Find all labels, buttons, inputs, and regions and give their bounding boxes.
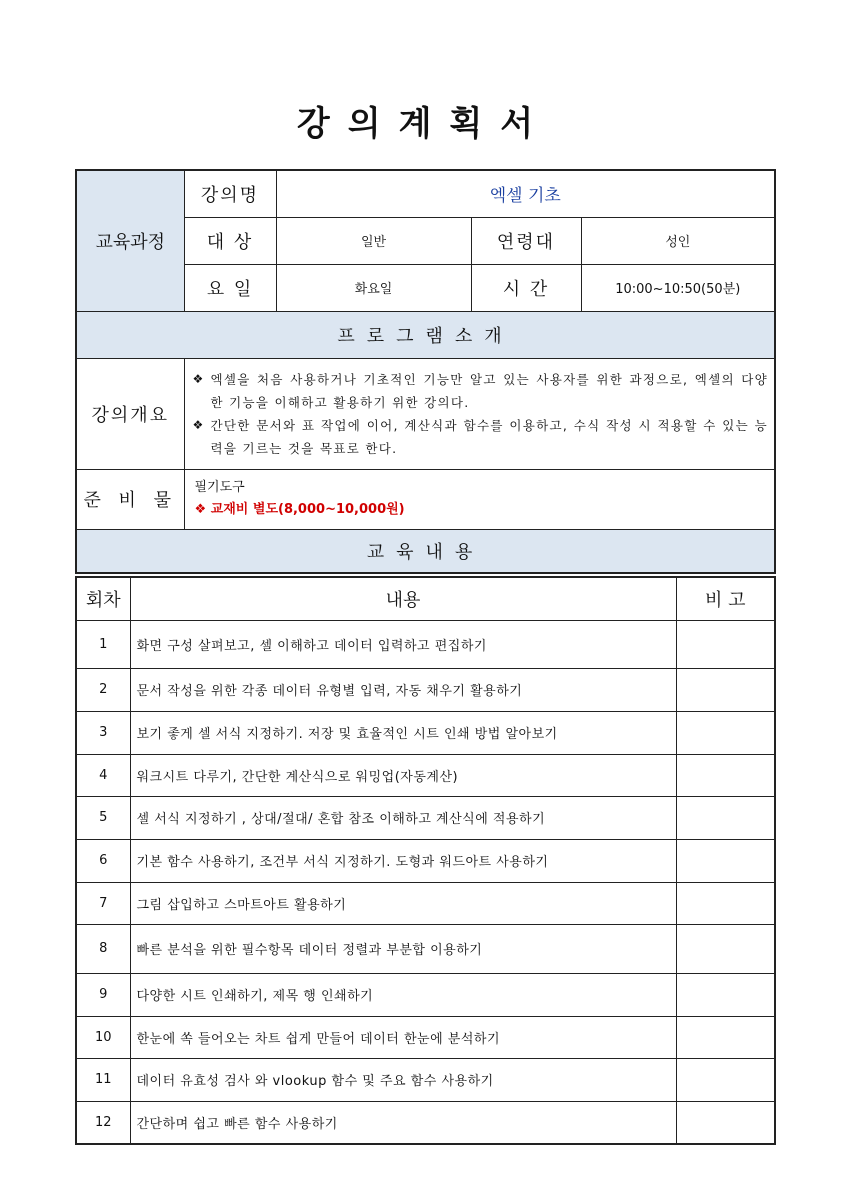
day-value: 화요일 (276, 264, 471, 311)
target-label: 대 상 (184, 217, 276, 264)
course-name-value: 엑셀 기초 (276, 170, 775, 217)
age-value: 성인 (581, 217, 775, 264)
curriculum-heading: 교육내용 (76, 529, 775, 573)
overview-item: ❖ 엑셀을 처음 사용하거나 기초적인 기능만 알고 있는 사용자를 위한 과정으로, 엑셀의 다양한 기능을 이해하고 활용하기 위한 강의다. (193, 368, 769, 414)
diamond-bullet-icon: ❖ (192, 417, 205, 432)
program-heading: 프로그램소개 (76, 311, 775, 358)
col-session-header: 회차 (76, 577, 130, 620)
overview-label: 강의개요 (76, 358, 184, 469)
overview-item: ❖ 간단한 문서와 표 작업에 이어, 계산식과 함수를 이용하고, 수식 작성 시 적용할 수 있는 능력을 기르는 것을 목표로 한다. (193, 414, 769, 460)
course-name-label: 강의명 (184, 170, 276, 217)
table-row: 5 셀 서식 지정하기 , 상대/절대/ 혼합 참조 이해하고 계산식에 적용하기 (76, 796, 775, 839)
materials-cell (184, 469, 775, 529)
group-label: 교육과정 (76, 170, 184, 311)
curriculum-table (75, 576, 776, 1145)
age-label: 연령대 (471, 217, 581, 264)
diamond-bullet-icon: ❖ (192, 371, 205, 386)
table-row: 1 화면 구성 살펴보고, 셀 이해하고 데이터 입력하고 편집하기 (76, 620, 775, 668)
table-row: 7 그림 삽입하고 스마트아트 활용하기 (76, 882, 775, 924)
table-row: 6 기본 함수 사용하기, 조건부 서식 지정하기. 도형과 워드아트 사용하기 (76, 839, 775, 882)
course-info-table (75, 169, 776, 574)
diamond-bullet-icon: ❖ (194, 502, 207, 517)
materials-note: ❖ 교재비 별도(8,000~10,000원) (194, 502, 405, 517)
time-value: 10:00~10:50(50분) (581, 264, 775, 311)
table-row: 4 워크시트 다루기, 간단한 계산식으로 워밍업(자동계산) (76, 754, 775, 796)
page-title: 강의계획서 (296, 104, 552, 144)
table-row: 2 문서 작성을 위한 각종 데이터 유형별 입력, 자동 채우기 활용하기 (76, 668, 775, 711)
table-row: 3 보기 좋게 셀 서식 지정하기. 저장 및 효율적인 시트 인쇄 방법 알아보기 (76, 711, 775, 754)
time-label: 시 간 (471, 264, 581, 311)
table-row: 12 간단하며 쉽고 빠른 함수 사용하기 (76, 1101, 775, 1144)
materials-item: 필기도구 (194, 480, 245, 495)
col-note-header: 비 고 (676, 577, 775, 620)
table-row: 9 다양한 시트 인쇄하기, 제목 행 인쇄하기 (76, 973, 775, 1016)
materials-label: 준 비 물 (76, 469, 184, 529)
target-value: 일반 (276, 217, 471, 264)
col-content-header: 내용 (130, 577, 676, 620)
table-row: 8 빠른 분석을 위한 필수항목 데이터 정렬과 부분합 이용하기 (76, 924, 775, 973)
overview-cell (184, 358, 775, 469)
table-row: 11 데이터 유효성 검사 와 vlookup 함수 및 주요 함수 사용하기 (76, 1058, 775, 1101)
table-row: 10 한눈에 쏙 들어오는 차트 쉽게 만들어 데이터 한눈에 분석하기 (76, 1016, 775, 1058)
day-label: 요 일 (184, 264, 276, 311)
